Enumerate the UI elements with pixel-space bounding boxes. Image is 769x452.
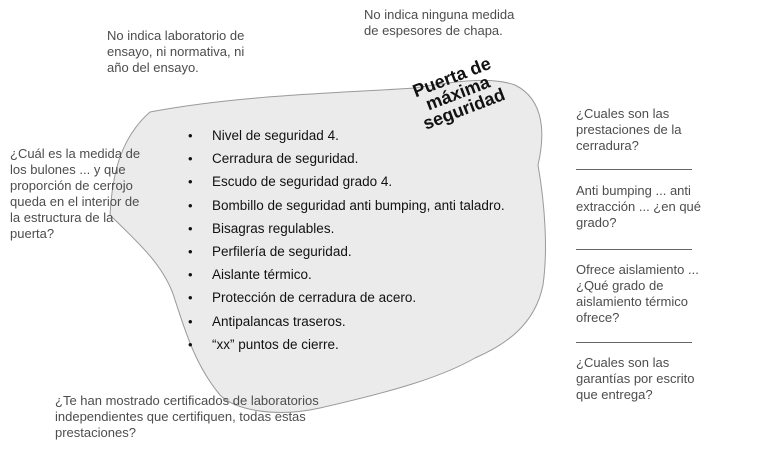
- feature-item: [188, 150, 505, 173]
- note-garantias: ¿Cuales son las garantías por escrito que entrega?: [576, 355, 695, 402]
- feature-text: Nivel de seguridad 4.: [212, 128, 339, 143]
- feature-item: [188, 336, 505, 359]
- feature-item: [188, 266, 505, 289]
- separator-3: [576, 342, 692, 343]
- feature-text: “xx” puntos de cierre.: [212, 336, 339, 352]
- separator-2: [576, 249, 692, 250]
- feature-item: [188, 173, 505, 196]
- note-cerradura: ¿Cuales son las prestaciones de la cerradura?: [576, 106, 682, 153]
- feature-item: [188, 127, 505, 150]
- bullet: •: [188, 336, 193, 352]
- feature-text: Escudo de seguridad grado 4.: [212, 174, 393, 190]
- note-laboratorio: No indica laboratorio de ensayo, ni normativa, ni año del ensayo.: [107, 28, 245, 75]
- note-chapa: No indica ninguna medida de espesores de chapa.: [364, 7, 515, 38]
- note-bulones: ¿Cuál es la medida de los bulones ... y que proporción de cerrojo queda en el interior de la estructura de la puerta?: [10, 146, 141, 241]
- feature-text: Protección de cerradura de acero.: [212, 290, 417, 306]
- feature-item: [188, 243, 505, 266]
- feature-item: [188, 313, 505, 336]
- note-bumping: Anti bumping ... anti extracción ... ¿en qué grado?: [576, 183, 702, 230]
- bullet: •: [188, 174, 193, 190]
- feature-item: [188, 197, 505, 220]
- bullet: •: [188, 197, 193, 213]
- note-certificados: ¿Te han mostrado certificados de laboratorios independientes que certifiquen, todas estas prestaciones?: [55, 393, 319, 440]
- feature-item: [188, 220, 505, 243]
- bullet: •: [188, 128, 193, 143]
- note-aislamiento: Ofrece aislamiento ... ¿Qué grado de aislamiento térmico ofrece?: [576, 262, 699, 325]
- feature-text: Aislante térmico.: [212, 267, 312, 283]
- bullet: •: [188, 243, 193, 259]
- feature-text: Cerradura de seguridad.: [212, 151, 359, 167]
- feature-text: Bombillo de seguridad anti bumping, anti taladro.: [212, 197, 505, 213]
- bullet: •: [188, 267, 193, 283]
- bullet: •: [188, 290, 193, 306]
- bullet: •: [188, 220, 193, 236]
- bullet: •: [188, 313, 193, 329]
- feature-text: Bisagras regulables.: [212, 220, 335, 236]
- bullet: •: [188, 151, 193, 167]
- feature-list: [188, 127, 505, 359]
- separator-1: [576, 169, 692, 170]
- door-title: Puerta de máxima seguridad: [409, 53, 508, 134]
- feature-item: [188, 289, 505, 312]
- feature-text: Antipalancas traseros.: [212, 313, 346, 329]
- feature-text: Perfilería de seguridad.: [212, 243, 352, 259]
